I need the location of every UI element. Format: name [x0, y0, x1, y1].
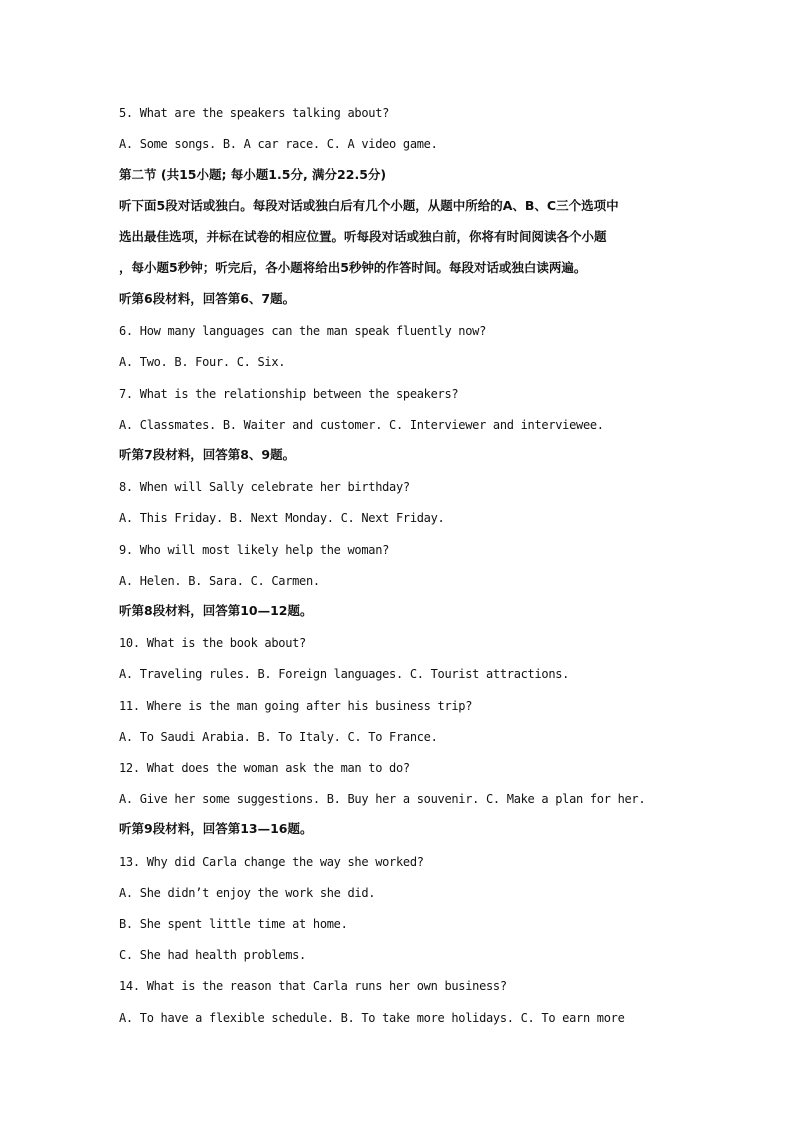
section-header: 第二节 (共15小题; 每小题1.5分, 满分22.5分): [119, 167, 387, 182]
question-12: 12. What does the woman ask the man to do?: [119, 761, 410, 775]
question-8: 8. When will Sally celebrate her birthday?: [119, 480, 410, 494]
question-13-option-c: C. She had health problems.: [119, 948, 306, 962]
question-13: 13. Why did Carla change the way she worked?: [119, 855, 424, 869]
question-5-options: A. Some songs. B. A car race. C. A video game.: [119, 137, 438, 151]
question-13-option-b: B. She spent little time at home.: [119, 917, 348, 931]
question-10: 10. What is the book about?: [119, 636, 306, 650]
instructions-line-3: ，每小题5秒钟；听完后，各小题将给出5秒钟的作答时间。每段对话或独白读两遍。: [119, 260, 587, 275]
material-6-heading: 听第6段材料，回答第6、7题。: [119, 291, 296, 306]
instructions-line-1: 听下面5段对话或独白。每段对话或独白后有几个小题，从题中所给的A、B、C三个选项中: [119, 198, 619, 213]
question-6: 6. How many languages can the man speak fluently now?: [119, 324, 487, 338]
question-12-options: A. Give her some suggestions. B. Buy her a souvenir. C. Make a plan for her.: [119, 792, 646, 806]
question-11-options: A. To Saudi Arabia. B. To Italy. C. To France.: [119, 730, 438, 744]
question-7-options: A. Classmates. B. Waiter and customer. C. Interviewer and interviewee.: [119, 418, 604, 432]
question-13-option-a: A. She didn’t enjoy the work she did.: [119, 886, 376, 900]
question-14-options: A. To have a flexible schedule. B. To take more holidays. C. To earn more: [119, 1011, 625, 1025]
question-6-options: A. Two. B. Four. C. Six.: [119, 355, 286, 369]
question-11: 11. Where is the man going after his business trip?: [119, 699, 473, 713]
question-8-options: A. This Friday. B. Next Monday. C. Next Friday.: [119, 511, 445, 525]
question-9-options: A. Helen. B. Sara. C. Carmen.: [119, 574, 320, 588]
material-8-heading: 听第8段材料，回答第10—12题。: [119, 603, 313, 618]
instructions-line-2: 选出最佳选项，并标在试卷的相应位置。听每段对话或独白前，你将有时间阅读各个小题: [119, 229, 607, 244]
question-7: 7. What is the relationship between the speakers?: [119, 387, 459, 401]
question-5: 5. What are the speakers talking about?: [119, 106, 390, 120]
material-7-heading: 听第7段材料，回答第8、9题。: [119, 447, 296, 462]
question-14: 14. What is the reason that Carla runs her own business?: [119, 979, 507, 993]
question-9: 9. Who will most likely help the woman?: [119, 543, 390, 557]
question-10-options: A. Traveling rules. B. Foreign languages. C. Tourist attractions.: [119, 667, 570, 681]
material-9-heading: 听第9段材料，回答第13—16题。: [119, 821, 313, 836]
